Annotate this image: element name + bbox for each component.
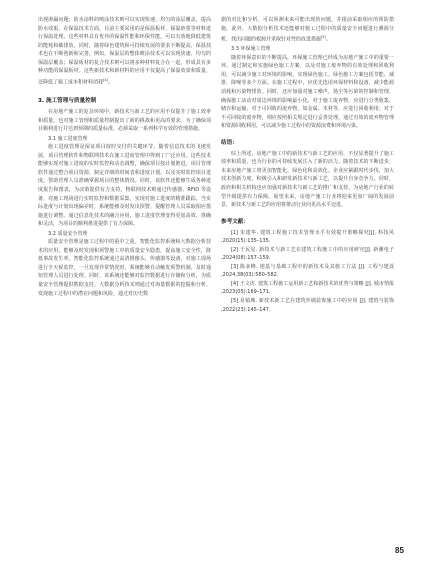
left-column — [38, 16, 211, 298]
reference-list — [221, 229, 394, 314]
subsection-heading: 3.1 施工进度管理 — [48, 135, 88, 142]
paragraph: 质量安全管理是施工过程中的重中之重。智能化监控系统和大数据分析技术的应用，能够及时发现和预警施工中的质量安全隐患，提高施工安全性，降低事故发生率。智能化监控系统通过高清摄像头、传感器等设备，对施工现场进行全天候监控，一旦发现异常情况时，系统能够自动触发预警机制，及时通知管理人员进行处理。同时，该系统还能够对监控数据进行存储和分析，为质量安全管理提供数据支持。大数据分析技术则通过对海量数据的挖掘和分析，发现施工过程中的潜在问题和风险，通过对历史数 — [38, 239, 211, 297]
reference-item: [3] 陈多峰. 地基与基础工程中的新技术及其施工方法 [J]. 工程与建设 ,2024,38(03):580–582. — [221, 263, 394, 279]
page-number: 85 — [395, 546, 404, 555]
paragraph-text: 出现渗漏问题；防水涂料的喷涂技术则可以实现快速、均匀的涂层覆盖，提高防水效果。在保温技术方面，目前主要采用的是保温板材、保温砂浆等材料进行保温处理。这些材料具有优异的保温性能和环保性能，可以有效地降低建筑的能耗和碳排放。同时，随着绿色建筑和可持续发展的要求不断提高，保温技术也在不断创新和完善。例如，保温层的整体喷涂技术可以实现快速、均匀的保温层覆盖；保温板材的复合技术则可以将多种材料复合在一起，形成具有多种功能的保温板材。这些新技术和新材料的应用不仅提高了保温效果和质量，还降低了施工成本和材料消耗 — [38, 17, 211, 86]
subsection-heading: 3.2 质量安全管理 — [48, 230, 88, 237]
section-heading: 3. 施工管理与质量控制 — [38, 98, 97, 105]
right-column — [221, 16, 394, 314]
paragraph — [221, 16, 394, 44]
citation: [5] — [321, 35, 326, 40]
references-heading: 参考文献： — [221, 218, 249, 225]
paragraph: 综上所述，房地产施工中的新技术与新工艺的应用，不仅显著提升了施工效率和质量，也为行业的可持续发展注入了新的活力。随着技术的不断进步，未来房地产施工将更加智能化、绿色化和高效化。企业应紧跟时代步伐，加大技术创新力度，积极引入和研发新技术与新工艺，以提升自身竞争力。同时，政府和相关机构也应加强对新技术与新工艺的推广和支持，为房地产行业的转型升级提供有力保障。展望未来，房地产施工行业将迎来更加广阔的发展前景，新技术与新工艺的应用将推动行业向更高水平迈进。 — [221, 150, 394, 209]
reference-item: [1] 朱建华. 建筑工程施工技术管理水平有效提升策略探究[J]. 科技风 ,2020(15):135–135. — [221, 229, 394, 245]
paragraph-end: 。 — [325, 36, 331, 43]
reference-item: [4] 王文虎. 建筑工程施工运用新工艺和新技术的优势与策略 [J]. 城市情报 ,2023(05):169–171. — [221, 280, 394, 296]
paragraph: 在房地产施工的复杂环境中，新技术与新工艺的应用不仅提升了施工效率和质量，也对施工管理和质量控制提出了新的挑战和更高的要求。为了确保项目顺利进行并达到预期的质量标准，必须采取一系列科学有效的管理措施。 — [38, 109, 211, 133]
reference-item: [2] 于民星. 新技术与新工艺在建筑工程施工中的应用研究[J]. 新潮电子 ,2024(08):157–159. — [221, 246, 394, 262]
paragraph — [38, 16, 211, 87]
paragraph-end: 。 — [107, 79, 113, 86]
paragraph-text: 据的对比和分析，可以预测未来可能出现的问题，并提前采取相应的预防措施。此外，大数据分析技术还能够对施工过程中的质量安全问题进行溯源分析，找出问题的根源并采取针对性的改进措施 — [221, 17, 394, 43]
conclusion-heading: 结语： — [221, 139, 238, 146]
subsection-heading: 3.3 环保施工管理 — [231, 46, 271, 53]
paragraph: 施工进度管理是保证项目按时交付的关键环节。随着信息技术的飞速发展，项目管理软件和物联网技术在施工进度管理中得到了广泛应用。这些技术能够实现对施工进度的实时监控和动态调整，确保项目按计划推进。项目管理软件通过整合项目资源、制定详细的时间表和进度计划，以及实时监控项目进度，帮助管理人员准确掌握项目的整体情况。同时，该软件还能够生成各种进度报告和图表，为决策提供有力支持。物联网技术则通过传感器、RFID 等设备，对施工现场进行实时监控和数据采集，实现对施工进度的精准跟踪。当实际进度与计划出现偏差时，系统能够及时发出预警，提醒管理人员采取相应措施进行调整。通过信息化技术的融合应用，施工进度管理变得更加高效、准确和灵活，为项目的顺利推进提供了有力保障。 — [38, 144, 211, 228]
citation: [4] — [103, 77, 108, 82]
reference-item: [5] 易镇城. 新技术新工艺在建筑外墙装饰施工中的应用 [J]. 建筑与装饰 ,2022(23):145–147. — [221, 297, 394, 313]
paragraph: 随着环保意识的不断提高，环保施工管理已经成为房地产施工中的重要一环。通过制定和实施绿色施工方案，以及对施工废弃物的有效处理和回收利用，可以减少施工对环境的影响，实现绿色施工。绿色施工方案包括节能、减排、降噪等多个方面。在施工过程中，应优先选用环保材料和设备，减少能源消耗和污染物排放。同时，还应加强对施工噪声、扬尘等污染的控制和管理，确保施工活动对周边环境的影响最小化。对于施工废弃物，应进行分类收集、储存和运输，对于可回收的废弃物，如金属、木材等，应进行回收利用；对于不可回收的废弃物，则应按照相关规定进行妥善处理。通过有效的废弃物管理和资源回收利用，可以减少施工过程中的资源浪费和环境污染。 — [221, 54, 394, 130]
